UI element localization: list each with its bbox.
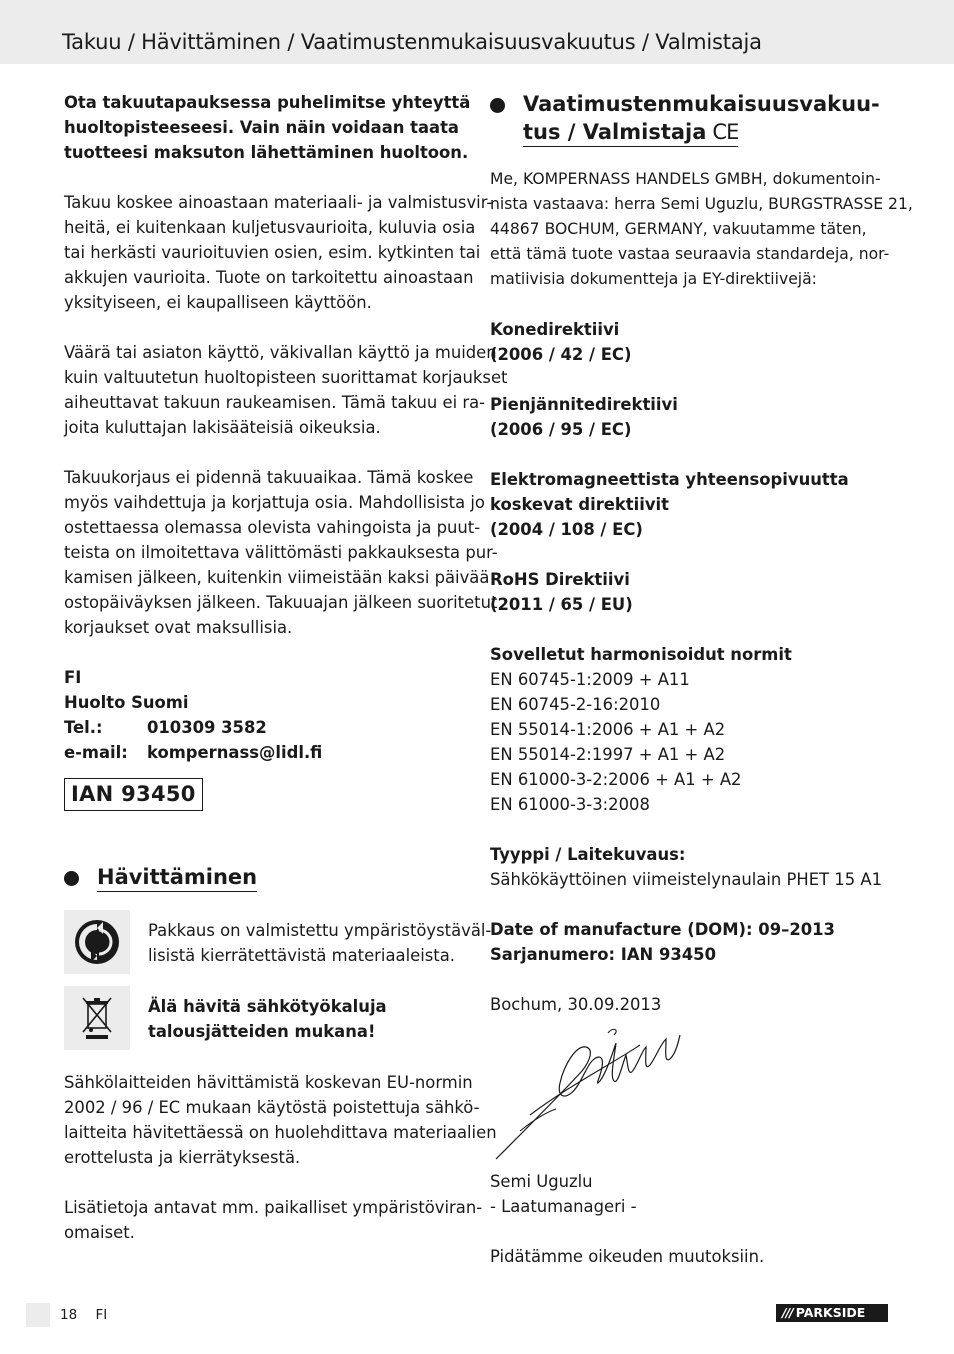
crossed-out-wheelie-bin-icon [64,986,130,1050]
date-of-manufacture: Date of manufacture (DOM): 09–2013 [490,920,835,939]
signer-name: Semi Uguzlu [490,1172,593,1191]
contact-phone-row [64,715,464,740]
packaging-note: Pakkaus on valmistettu ympäristöystäväl- lisistä kierrätettävistä materiaaleista. [64,910,464,974]
disposal-heading [64,863,464,892]
page-header [0,0,954,64]
reservation-note: Pidätämme oikeuden muutoksiin. [490,1247,765,1266]
norms-title: Sovelletut harmonisoidut normit [490,645,792,664]
list-item: EN 61000-3-3:2008 [490,795,650,814]
norms-list [490,667,900,817]
list-item: EN 55014-2:1997 + A1 + A2 [490,745,726,764]
bullet-icon [64,871,79,886]
footer-marker [26,1303,50,1327]
green-dot-recycling-icon [64,910,130,974]
weee-note: Älä hävitä sähkötyökaluja talousjätteiden mukana! [64,986,464,1050]
left-column [64,90,508,1245]
warranty-paragraph-3: Takuukorjaus ei pidennä takuuaikaa. Tämä koskee myös vaihdettuja ja korjattuja osia. Mahdollisista jo ostettaessa olemassa olevista vahingoista ja puut- teista on ilmoitettava välittömästi pakkauksesta pur- kamisen jälkeen, kuitenkin viimeistään kaksi päivää ostopäiväyksen jälkeen. Takuuajan jälkeen suoritetut korjaukset ovat maksullisia. [64,468,498,637]
contact-country: FI [64,668,82,687]
directive-emc: Elektromagneettista yhteensopivuutta koskevat direktiivit (2004 / 108 / EC) [490,470,849,539]
place-date: Bochum, 30.09.2013 [490,995,662,1014]
page-number: 18 [60,1307,78,1323]
bullet-icon [490,98,505,113]
type-value: Sähkökäyttöinen viimeistelynaulain PHET 15 A1 [490,870,883,889]
directive-machinery: Konedirektiivi (2006 / 42 / EC) [490,320,632,364]
service-contact [64,665,464,765]
disposal-paragraph-2: Lisätietoja antavat mm. paikalliset ympäristöviran- omaiset. [64,1198,483,1242]
type-title: Tyyppi / Laitekuvaus: [490,845,686,864]
list-item: EN 60745-2-16:2010 [490,695,661,714]
conformity-heading [490,90,900,147]
ian-number-box: IAN 93450 [64,778,203,811]
warranty-intro: Ota takuutapauksessa puhelimitse yhteyttä huoltopisteeseesi. Vain näin voidaan taata tuotteesi maksuton lähettäminen huoltoon. [64,93,471,162]
page-language: FI [95,1307,108,1323]
list-item: EN 55014-1:2006 + A1 + A2 [490,720,726,739]
right-column [490,90,913,1269]
conformity-intro: Me, KOMPERNASS HANDELS GMBH, dokumentoin- nista vastaava: herra Semi Uguzlu, BURGSTRASSE 21, 44867 BOCHUM, GERMANY, vakuutamme täten, että tämä tuote vastaa seuraavia standardeja, nor- matiivisia dokumentteja ja EY-direktiivejä: [490,170,913,288]
list-item: EN 61000-3-2:2006 + A1 + A2 [490,770,742,789]
conformity-title-line-2: tus / Valmistaja [523,120,707,144]
contact-email-row [64,740,464,765]
signature-image [490,1025,700,1165]
disposal-paragraph-1: Sähkölaitteiden hävittämistä koskevan EU-normin 2002 / 96 / EC mukaan käytöstä poistettuja sähkö- laitteita hävitettäessä on huolehdittava materiaalien erottelusta ja kierrätyksestä. [64,1073,497,1167]
footer-page-info [60,1306,121,1324]
email-label: e-mail: [64,743,128,762]
serial-number: Sarjanumero: IAN 93450 [490,945,716,964]
phone-label: Tel.: [64,718,103,737]
warranty-paragraph-1: Takuu koskee ainoastaan materiaali- ja valmistusvir- heitä, ei kuitenkaan kuljetusvaurioita, kuluvia osia tai herkästi vaurioituvien osien, esim. kytkinten tai akkujen vaurioita. Tuote on tarkoitettu ainoastaan yksityiseen, ei kaupalliseen käyttöön. [64,193,493,312]
email-value: kompernass@lidl.fi [147,743,323,762]
brand-slashes: /// [782,1305,793,1320]
signer-role: - Laatumanageri - [490,1197,637,1216]
directive-rohs: RoHS Direktiivi (2011 / 65 / EU) [490,570,633,614]
disposal-title: Hävittäminen [97,863,257,892]
conformity-title-line-1: Vaatimustenmukaisuusvakuu- [523,92,880,116]
list-item: EN 60745-1:2009 + A11 [490,670,690,689]
phone-value: 010309 3582 [147,718,267,737]
directive-low-voltage: Pienjännitedirektiivi (2006 / 95 / EC) [490,395,678,439]
warranty-paragraph-2: Väärä tai asiaton käyttö, väkivallan käyttö ja muiden kuin valtuutetun huoltopisteen suorittamat korjaukset aiheuttavat takuun raukeamisen. Tämä takuu ei ra- joita kuluttajan lakisääteisiä oikeuksia. [64,343,508,437]
ce-mark-icon: CE [712,120,739,144]
parkside-logo [776,1304,888,1322]
page-title: Takuu / Hävittäminen / Vaatimustenmukaisuusvakuutus / Valmistaja [62,30,762,54]
brand-name: PARKSIDE [795,1305,866,1320]
contact-service-name: Huolto Suomi [64,693,189,712]
